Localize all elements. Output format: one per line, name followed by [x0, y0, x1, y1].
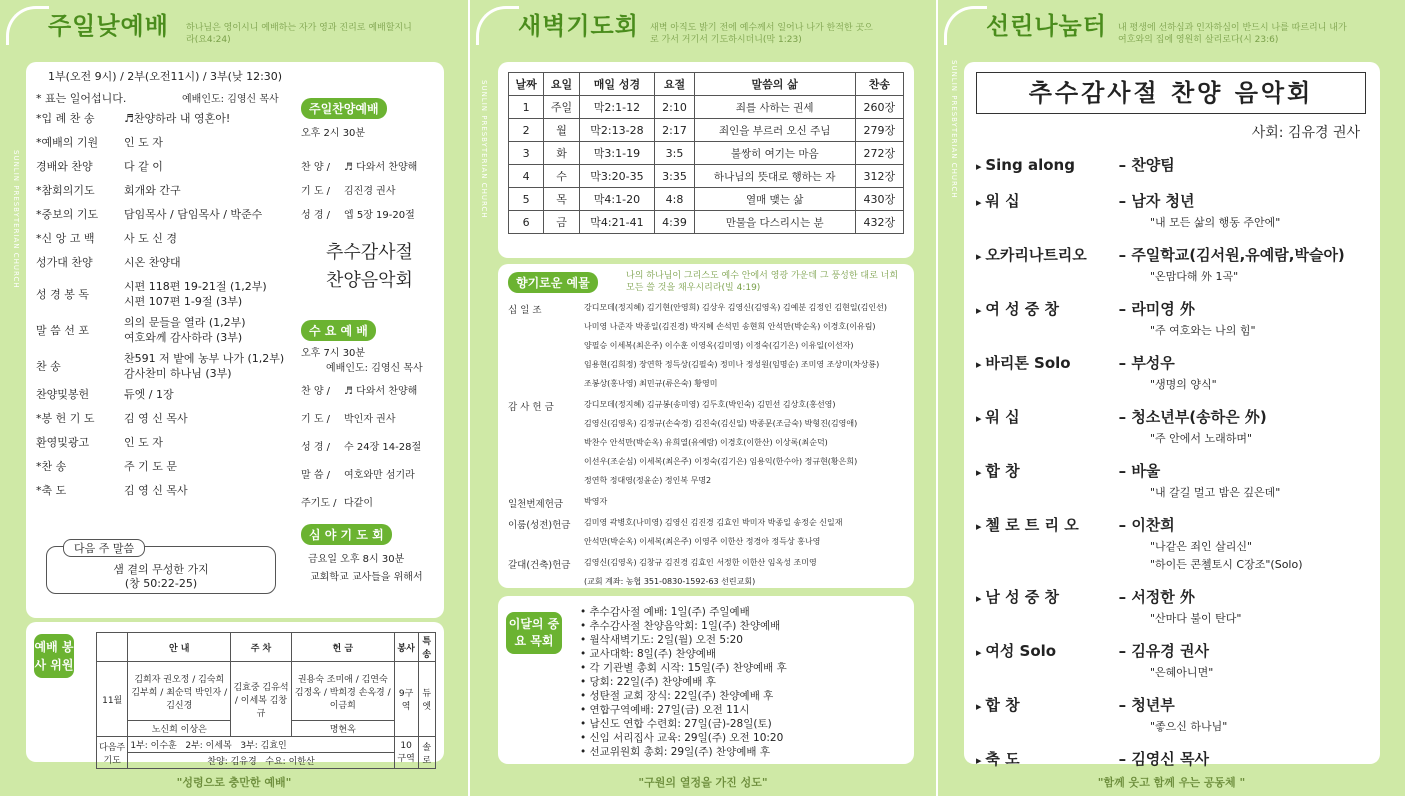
service-times: 1부(오전 9시) / 2부(오전11시) / 3부(낮 12:30)	[48, 70, 283, 83]
next-wed: 수요: 이한산	[265, 757, 315, 767]
program-performer: 라미영 外	[1131, 300, 1196, 318]
concert-host: 사회: 김유경 권사	[1251, 125, 1360, 141]
dawn-header: 말씀의 삶	[694, 73, 855, 96]
bullet-icon: •	[580, 620, 590, 632]
order-label: *중보의 기도	[36, 208, 99, 221]
offering-badge: 향기로운 예물	[508, 272, 598, 293]
panel-title: 새벽기도회	[518, 12, 639, 40]
panel-sharing	[938, 0, 1405, 796]
offering-names: 양필승 이세복(최은주) 이수훈 이영옥(김미영) 이정숙(김기은) 이유일(이선자)	[584, 341, 854, 350]
offering-names: 이선우(조순심) 이세복(최은주) 이정숙(김기은) 임용익(한수아) 정규현(황은희)	[584, 457, 858, 466]
dawn-cell: 3:5	[655, 142, 695, 165]
order-value: 주 기 도 문	[124, 460, 177, 473]
bullet-icon: •	[580, 746, 590, 758]
dawn-header: 날짜	[509, 73, 544, 96]
program-item	[976, 586, 1195, 607]
order-value: 회개와 간구	[124, 184, 181, 197]
side-text: SUNLIN PRESBYTERIAN CHURCH	[480, 80, 488, 219]
dawn-cell: 막3:20-35	[579, 165, 654, 188]
news-text: 추수감사절 예배: 1일(주) 주일예배	[589, 606, 750, 618]
table-row	[509, 211, 904, 234]
news-item	[580, 730, 783, 745]
program-item	[976, 154, 1175, 175]
dawn-cell: 4:39	[655, 211, 695, 234]
triangle-icon: ▸	[976, 592, 986, 605]
order-value: 김 영 신 목사	[124, 412, 188, 425]
list-value: 엡 5장 19-20절	[344, 210, 415, 221]
news-item	[580, 716, 772, 731]
program-performer: 주일학교(김서원,유예람,박슬아)	[1131, 246, 1345, 264]
program-song: "산마다 불이 탄다"	[1150, 612, 1242, 625]
next-sermon-title: 샘 곁의 무성한 가지	[113, 563, 209, 576]
panel-footer: "함께 웃고 함께 우는 공동체 "	[1097, 776, 1246, 789]
offering-names: 강디모데(정지혜) 김규봉(송미영) 김두호(박인숙) 김민선 김상호(홍선영)	[584, 400, 836, 409]
bullet-icon: •	[580, 676, 590, 688]
program-item	[976, 748, 1209, 769]
next-prayer-2: 2부: 이세복	[185, 741, 232, 751]
order-label: *참회의기도	[36, 184, 95, 197]
news-item	[580, 604, 750, 619]
dawn-cell: 279장	[855, 119, 903, 142]
list-value: ♬ 다와서 찬양해	[344, 162, 418, 173]
program-item	[976, 352, 1175, 373]
dash-separator: –	[1113, 300, 1132, 318]
order-value: 의의 문들을 열라 (1,2부)	[124, 316, 246, 329]
offering-label: 갈대(건축)헌금	[508, 560, 571, 571]
list-label: 주기도 /	[301, 498, 337, 509]
bullet-icon: •	[580, 648, 590, 660]
program-part: 워 십	[985, 192, 1020, 210]
dawn-cell: 막4:1-20	[579, 188, 654, 211]
service-header: 안 내	[128, 633, 231, 662]
sunday-praise-badge: 주일찬양예배	[301, 98, 387, 119]
program-song: "내 모든 삶의 행동 주안에"	[1150, 216, 1281, 229]
dawn-cell: 2:17	[655, 119, 695, 142]
program-song-2: "하이든 콘첼토시 C장조"(Solo)	[1150, 558, 1303, 571]
order-label: 환영및광고	[36, 436, 90, 449]
dawn-header: 찬송	[855, 73, 903, 96]
service-header: 주 차	[231, 633, 292, 662]
service-parking: 김효중 김유석 / 이세복 김창규	[231, 662, 292, 737]
order-label: 찬양및봉헌	[36, 388, 90, 401]
program-song: "내 갈길 멀고 밤은 깊은데"	[1150, 486, 1281, 499]
panel-footer: "성령으로 충만한 예배"	[176, 776, 292, 789]
order-value: 다 같 이	[124, 160, 163, 173]
dawn-cell: 4:8	[655, 188, 695, 211]
triangle-icon: ▸	[976, 520, 986, 533]
news-item	[580, 688, 773, 703]
order-value: 김 영 신 목사	[124, 484, 188, 497]
next-serve: 10구역	[394, 737, 418, 769]
triangle-icon: ▸	[976, 754, 986, 767]
dawn-cell: 1	[509, 96, 544, 119]
order-label: *신 앙 고 백	[36, 232, 95, 245]
dash-separator: –	[1113, 516, 1132, 534]
news-item	[580, 674, 716, 689]
dawn-cell: 월	[544, 119, 579, 142]
dash-separator: –	[1113, 354, 1132, 372]
concert-heading: 추수감사절 찬양 음악회	[976, 72, 1366, 114]
program-part: 여성 Solo	[985, 642, 1057, 660]
news-text: 당회: 22일(주) 찬양예배 후	[589, 676, 716, 688]
dash-separator: –	[1113, 750, 1132, 768]
service-offering: 권용숙 조미애 / 김연숙 김정옥 / 박희경 손옥경 / 이금희	[291, 662, 394, 721]
list-label: 찬 양 /	[301, 386, 331, 397]
dawn-header: 요절	[655, 73, 695, 96]
news-text: 선교위원회 총회: 29일(주) 찬양예배 후	[589, 746, 770, 758]
dawn-cell: 4	[509, 165, 544, 188]
dash-separator: –	[1113, 246, 1132, 264]
next-special: 솔로	[418, 737, 435, 769]
panel-title: 선린나눔터	[986, 12, 1107, 40]
order-value-2: 여호와께 감사하라 (3부)	[124, 331, 243, 344]
next-prayer-row	[128, 737, 394, 753]
program-performer: 이찬희	[1131, 516, 1175, 534]
bullet-icon: •	[580, 662, 590, 674]
program-part: 오카리나트리오	[985, 246, 1087, 264]
big-title-2: 찬양음악회	[326, 270, 413, 291]
program-performer: 남자 청년	[1131, 192, 1195, 210]
dawn-cell: 430장	[855, 188, 903, 211]
dawn-cell: 5	[509, 188, 544, 211]
dawn-cell: 3	[509, 142, 544, 165]
bullet-icon: •	[580, 606, 590, 618]
program-performer: 서정한 外	[1131, 588, 1196, 606]
list-label: 말 씀 /	[301, 470, 331, 481]
concert-card	[964, 62, 1380, 768]
order-value: ♬찬양하라 내 영혼아!	[124, 112, 231, 125]
program-item	[976, 406, 1267, 427]
service-header: 헌 금	[291, 633, 394, 662]
panel-title: 주일낮예배	[48, 12, 169, 40]
news-text: 연합구역예배: 27일(금) 오전 11시	[589, 704, 750, 716]
offering-names: 정연학 정대영(정윤순) 정인복 무명2	[584, 476, 712, 485]
table-row	[509, 188, 904, 211]
program-part: 합 창	[985, 462, 1020, 480]
dash-separator: –	[1113, 408, 1132, 426]
worship-leader: 예배인도: 김영신 목사	[182, 94, 279, 105]
bullet-icon: •	[580, 732, 590, 744]
wednesday-badge: 수 요 예 배	[301, 320, 376, 341]
dawn-cell: 2:10	[655, 96, 695, 119]
list-label: 성 경 /	[301, 210, 331, 221]
program-performer: 부성우	[1131, 354, 1175, 372]
list-label: 찬 양 /	[301, 162, 331, 173]
dawn-header: 매일 성경	[579, 73, 654, 96]
service-table	[96, 632, 436, 769]
dawn-cell: 만물을 다스리시는 분	[694, 211, 855, 234]
news-text: 성탄절 교회 장식: 22일(주) 찬양예배 후	[589, 690, 774, 702]
swirl-decoration	[944, 6, 987, 45]
order-label: 말 씀 선 포	[36, 324, 89, 337]
sunday-praise-time: 오후 2시 30분	[301, 128, 366, 139]
panel-verse: 새벽 아직도 밝기 전에 예수께서 일어나 나가 한적한 곳으로 가서 거기서 기도하시더니(막 1:23)	[650, 23, 873, 45]
offering-names: 나미영 나준자 박종일(김진경) 박지혜 손석민 송현희 안석만(박순옥) 이경호(이유림)	[584, 322, 876, 331]
side-text: SUNLIN PRESBYTERIAN CHURCH	[12, 150, 20, 289]
service-badge: 예배 봉사 위원	[34, 634, 74, 678]
wednesday-leader: 예배인도: 김영신 목사	[326, 363, 423, 374]
panel-verse: 하나님은 영이시니 예배하는 자가 영과 진리로 예배할지니라(요4:24)	[186, 23, 412, 45]
side-text: SUNLIN PRESBYTERIAN CHURCH	[950, 60, 958, 199]
order-label: 성 경 봉 독	[36, 288, 89, 301]
next-praise-row	[128, 753, 394, 769]
program-song: "좋으신 하나님"	[1150, 720, 1228, 733]
table-row	[509, 165, 904, 188]
service-header: 특송	[418, 633, 435, 662]
program-part: 첼 로 트 리 오	[985, 516, 1079, 534]
offering-names: 안석만(박순옥) 이세복(최은주) 이영주 이한산 정경아 정득상 홍나영	[584, 537, 821, 546]
service-header-blank	[97, 633, 128, 662]
offering-names: 김영신(김영옥) 김정규(손숙경) 김진숙(김신일) 박종문(조금숙) 박형진(김영애)	[584, 419, 858, 428]
list-value: 김진경 권사	[344, 186, 396, 197]
dawn-cell: 260장	[855, 96, 903, 119]
stand-note: * 표는 일어섭니다.	[36, 92, 127, 105]
program-part: Sing along	[985, 156, 1075, 174]
order-label: *찬 송	[36, 460, 67, 473]
offering-names: 박영자	[584, 497, 608, 506]
order-value: 인 도 자	[124, 436, 163, 449]
table-row	[509, 96, 904, 119]
service-header: 봉사	[394, 633, 418, 662]
offering-label: 이룸(성전)헌금	[508, 520, 571, 531]
next-sermon-ref: (창 50:22-25)	[124, 577, 198, 590]
program-performer: 김유경 권사	[1131, 642, 1209, 660]
triangle-icon: ▸	[976, 250, 986, 263]
dawn-cell: 272장	[855, 142, 903, 165]
dash-separator: –	[1113, 696, 1132, 714]
order-label: *입 례 찬 송	[36, 112, 95, 125]
friday-note: 교회학교 교사들을 위해서	[310, 572, 423, 583]
list-value: ♬ 다와서 찬양해	[344, 386, 418, 397]
dawn-cell: 하나님의 뜻대로 행하는 자	[694, 165, 855, 188]
program-part: 축 도	[985, 750, 1020, 768]
dawn-table	[508, 72, 904, 234]
dawn-card	[498, 62, 914, 258]
news-item	[580, 744, 770, 759]
news-item	[580, 618, 780, 633]
offering-names: 박찬수 안석만(박순옥) 유희열(유예람) 이경호(이한산) 이상록(최순덕)	[584, 438, 828, 447]
order-label: 경배와 찬양	[36, 160, 93, 173]
news-item	[580, 702, 750, 717]
friday-time: 금요일 오후 8시 30분	[308, 554, 405, 565]
news-badge: 이달의 중요 목회	[506, 612, 562, 654]
program-song: "나같은 죄인 살리신"	[1150, 540, 1253, 553]
news-item	[580, 632, 743, 647]
list-label: 기 도 /	[301, 186, 331, 197]
program-performer: 청소년부(송하은 外)	[1131, 408, 1267, 426]
dash-separator: –	[1113, 588, 1132, 606]
order-value: 담임목사 / 담임목사 / 박준수	[124, 208, 263, 221]
worship-card	[26, 62, 444, 618]
program-item	[976, 298, 1195, 319]
next-praise: 찬양: 김유경	[207, 757, 257, 767]
dawn-cell: 6	[509, 211, 544, 234]
program-performer: 바울	[1131, 462, 1161, 480]
table-row	[509, 142, 904, 165]
panel-verse: 내 평생에 선하심과 인자하심이 반드시 나를 따르리니 내가 여호와의 집에 영원히 살리로다(시 23:6)	[1118, 23, 1347, 45]
dawn-cell: 3:35	[655, 165, 695, 188]
service-offering-2: 명현옥	[291, 721, 394, 737]
big-title-1: 추수감사절	[326, 242, 413, 263]
dawn-cell: 죄인을 부르러 오신 주님	[694, 119, 855, 142]
triangle-icon: ▸	[976, 358, 986, 371]
triangle-icon: ▸	[976, 646, 986, 659]
next-sermon-label: 다음 주 말씀	[63, 539, 145, 557]
dawn-cell: 금	[544, 211, 579, 234]
dawn-cell: 막4:21-41	[579, 211, 654, 234]
order-value: 시온 찬양대	[124, 256, 181, 269]
panel-dawn-prayer	[470, 0, 936, 796]
list-value: 다같이	[344, 498, 373, 509]
offering-verse: 나의 하나님이 그리스도 예수 안에서 영광 가운데 그 풍성한 대로 너희 모든 쓸 것을 채우시리라(빌 4:19)	[626, 271, 899, 293]
offering-names: 강디모데(정지혜) 김기현(안영희) 김상우 김영신(김영옥) 김예분 김정인 김현일(김인선)	[584, 303, 887, 312]
service-serve: 9구역	[394, 662, 418, 737]
program-song: "주 안에서 노래하며"	[1150, 432, 1253, 445]
next-sermon-box	[46, 542, 276, 594]
dawn-cell: 막2:1-12	[579, 96, 654, 119]
order-value: 듀엣 / 1장	[124, 388, 174, 401]
news-text: 남신도 연합 수련회: 27일(금)-28일(토)	[589, 718, 772, 730]
news-text: 추수감사절 찬양음악회: 1일(주) 찬양예배	[589, 620, 781, 632]
program-item	[976, 244, 1345, 265]
program-part: 합 창	[985, 696, 1020, 714]
swirl-decoration	[476, 6, 519, 45]
offering-names: 김미영 곽병호(나미영) 김영신 김진경 김효인 박미자 박종일 송정순 신일재	[584, 518, 843, 527]
dash-separator: –	[1113, 462, 1132, 480]
offering-names: (교회 계좌: 농협 351-0830-1592-63 선린교회)	[584, 577, 756, 586]
news-item	[580, 646, 716, 661]
program-performer: 찬양팀	[1131, 156, 1175, 174]
dash-separator: –	[1113, 156, 1132, 174]
list-value: 여호와만 섬기라	[344, 470, 415, 481]
dawn-cell: 화	[544, 142, 579, 165]
dawn-cell: 목	[544, 188, 579, 211]
panel-footer: "구원의 열정을 가진 성도"	[638, 776, 768, 789]
next-prayer-label: 다음주 기도	[97, 737, 128, 769]
bullet-icon: •	[580, 634, 590, 646]
dawn-cell: 죄를 사하는 권세	[694, 96, 855, 119]
order-value-2: 감사찬미 하나님 (3부)	[124, 367, 232, 380]
order-label: *축 도	[36, 484, 67, 497]
program-song: "주 여호와는 나의 힘"	[1150, 324, 1256, 337]
list-value: 수 24장 14-28절	[344, 442, 422, 453]
news-item	[580, 660, 787, 675]
program-item	[976, 694, 1175, 715]
triangle-icon: ▸	[976, 304, 986, 317]
bullet-icon: •	[580, 690, 590, 702]
news-text: 월삭새벽기도: 2일(월) 오전 5:20	[589, 634, 743, 646]
triangle-icon: ▸	[976, 196, 986, 209]
service-guide: 김희자 권오정 / 김숙희 김부희 / 최순덕 박인자 / 김신경	[128, 662, 231, 721]
order-value: 사 도 신 경	[124, 232, 177, 245]
dawn-cell: 312장	[855, 165, 903, 188]
bullet-icon: •	[580, 718, 590, 730]
program-song: "은혜아니면"	[1150, 666, 1214, 679]
offering-names: 김영신(김영옥) 김창규 김진경 김효인 서정한 이한산 임옥성 조미영	[584, 558, 817, 567]
wednesday-time: 오후 7시 30분	[301, 348, 366, 359]
order-value: 인 도 자	[124, 136, 163, 149]
news-text: 각 기관별 총회 시작: 15일(주) 찬양예배 후	[589, 662, 787, 674]
program-item	[976, 514, 1175, 535]
news-card	[498, 596, 914, 764]
program-song: "생명의 양식"	[1150, 378, 1217, 391]
offering-label: 감 사 헌 금	[508, 402, 554, 413]
offering-label: 일천번제헌금	[508, 499, 564, 510]
dawn-cell: 주일	[544, 96, 579, 119]
table-row	[509, 119, 904, 142]
offering-names: 임용현(김희정) 장연학 정득상(김필숙) 정미나 정성원(임명순) 조미영 조상미(차상룡)	[584, 360, 880, 369]
panel-sunday-worship	[0, 0, 468, 796]
order-label: *예배의 기원	[36, 136, 99, 149]
dawn-cell: 2	[509, 119, 544, 142]
triangle-icon: ▸	[976, 412, 986, 425]
dash-separator: –	[1113, 642, 1132, 660]
dawn-cell: 열매 맺는 삶	[694, 188, 855, 211]
service-guide-2: 노신희 이상은	[128, 721, 231, 737]
program-performer: 청년부	[1131, 696, 1175, 714]
next-prayer-3: 3부: 김효인	[240, 741, 287, 751]
news-text: 신임 서리집사 교육: 29일(주) 오전 10:20	[589, 732, 784, 744]
dawn-cell: 막2:13-28	[579, 119, 654, 142]
triangle-icon: ▸	[976, 700, 986, 713]
program-item	[976, 190, 1195, 211]
program-part: 여 성 중 창	[985, 300, 1059, 318]
dawn-header: 요일	[544, 73, 579, 96]
list-value: 박인자 권사	[344, 414, 396, 425]
swirl-decoration	[6, 6, 49, 45]
program-part: 남 성 중 창	[985, 588, 1059, 606]
list-label: 기 도 /	[301, 414, 331, 425]
order-label: 성가대 찬양	[36, 256, 93, 269]
order-label: 찬 송	[36, 360, 61, 373]
program-item	[976, 640, 1209, 661]
program-part: 바리톤 Solo	[985, 354, 1071, 372]
program-item	[976, 460, 1160, 481]
order-label: *봉 헌 기 도	[36, 412, 95, 425]
service-special: 듀엣	[418, 662, 435, 737]
service-month: 11월	[97, 662, 128, 737]
offering-card	[498, 264, 914, 588]
next-prayer-1: 1부: 이수훈	[130, 741, 177, 751]
program-performer: 김영신 목사	[1131, 750, 1209, 768]
offering-label: 십 일 조	[508, 305, 542, 316]
dawn-cell: 수	[544, 165, 579, 188]
list-label: 성 경 /	[301, 442, 331, 453]
news-text: 교사대학: 8일(주) 찬양예배	[589, 648, 717, 660]
dash-separator: –	[1113, 192, 1132, 210]
triangle-icon: ▸	[976, 466, 986, 479]
bullet-icon: •	[580, 704, 590, 716]
order-value: 찬591 저 밭에 농부 나가 (1,2부)	[124, 352, 285, 365]
dawn-cell: 막3:1-19	[579, 142, 654, 165]
triangle-icon: ▸	[976, 160, 986, 173]
program-song: "온맘다해 外 1곡"	[1150, 270, 1239, 283]
offering-names: 조봉상(홍나영) 최민규(류은숙) 황영미	[584, 379, 718, 388]
dawn-cell: 432장	[855, 211, 903, 234]
order-value: 시편 118편 19-21절 (1,2부)	[124, 280, 267, 293]
program-part: 워 십	[985, 408, 1020, 426]
dawn-cell: 불쌍히 여기는 마음	[694, 142, 855, 165]
friday-badge: 심 야 기 도 회	[301, 524, 392, 545]
service-card	[26, 622, 444, 767]
order-value-2: 시편 107편 1-9절 (3부)	[124, 295, 243, 308]
